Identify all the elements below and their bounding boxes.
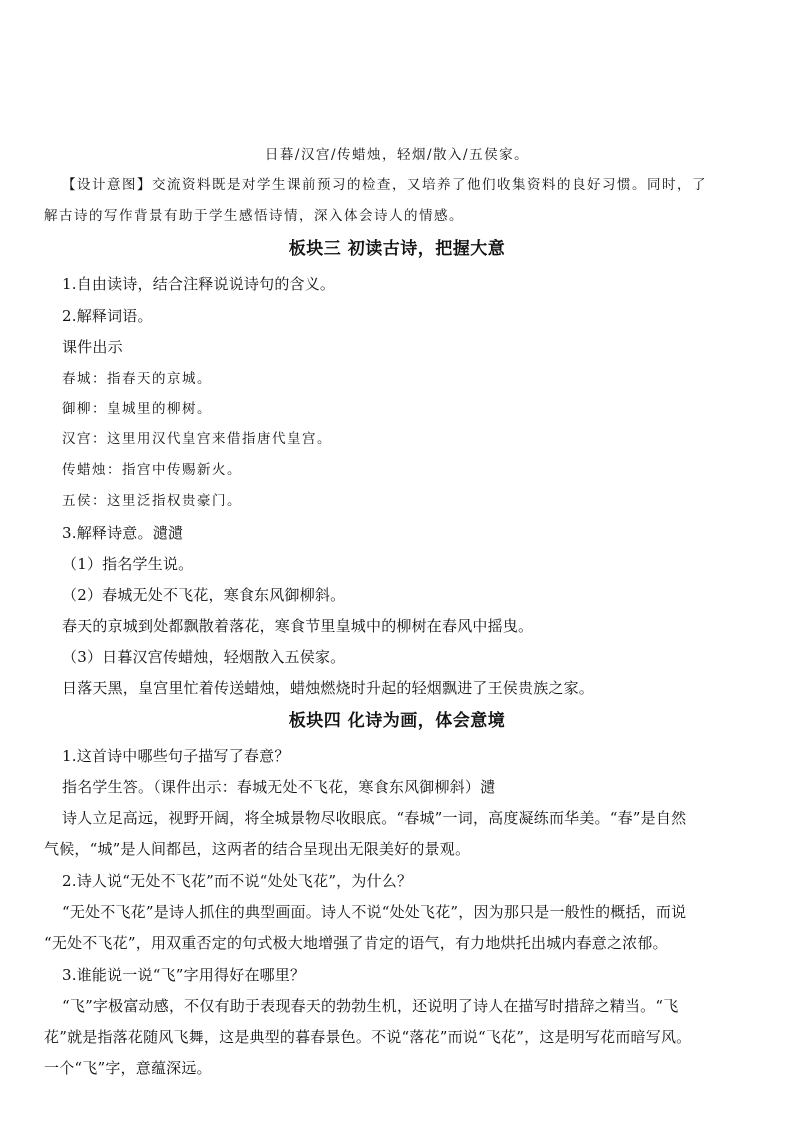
- poem-pause-line: 日暮/汉宫/传蜡烛，轻烟/散入/五侯家。: [264, 147, 530, 163]
- answer-1: 指名学生答。（课件出示：春城无处不飞花，寒食东风御柳斜）瀢: [62, 778, 496, 796]
- interpretation-2: 日落天黑，皇宫里忙着传送蜡烛，蜡烛燃烧时升起的轻烟飘进了王侯贵族之家。: [62, 679, 595, 697]
- glossary-yuliu: 御柳：皇城里的柳树。: [62, 401, 212, 417]
- design-intent-line-2: 解古诗的写作背景有助于学生感悟诗情，深入体会诗人的情感。: [44, 208, 464, 224]
- explanation-2-line-1: “无处不飞花”是诗人抓住的典型画面。诗人不说“处处飞花”，因为那只是一般性的概括，而说: [62, 903, 687, 921]
- courseware-label: 课件出示: [62, 338, 123, 356]
- design-intent-line-1: 【设计意图】交流资料既是对学生课前预习的检查，又培养了他们收集资料的良好习惯。同时，了: [62, 177, 707, 193]
- step-3: 3.解释诗意。瀢瀢: [62, 524, 184, 542]
- glossary-chuanlazhu: 传蜡烛：指宫中传赐新火。: [62, 462, 242, 478]
- explanation-1-line-1: 诗人立足高远，视野开阔，将全城景物尽收眼底。“春城”一词，高度凝练而华美。“春”是自然: [62, 809, 687, 827]
- section-heading-4: 板块四 化诗为画，体会意境: [288, 711, 506, 731]
- glossary-wuhou: 五侯：这里泛指权贵豪门。: [62, 493, 242, 509]
- step-2: 2.解释词语。: [62, 307, 153, 325]
- explanation-3-line-1: “飞”字极富动感，不仅有助于表现春天的勃勃生机，还说明了诗人在描写时措辞之精当。“飞: [62, 997, 679, 1015]
- explanation-3-line-2: 花”就是指落花随风飞舞，这是典型的暮春景色。不说“落花”而说“飞花”，这是明写花而暗写风。: [44, 1028, 692, 1046]
- sub-step-2: （2）春城无处不飞花，寒食东风御柳斜。: [62, 586, 346, 604]
- step-1: 1.自由读诗，结合注释说说诗句的含义。: [62, 275, 336, 293]
- question-3: 3.谁能说一说“飞”字用得好在哪里？: [62, 966, 306, 984]
- glossary-chuncheng: 春城：指春天的京城。: [62, 371, 212, 387]
- interpretation-1: 春天的京城到处都飘散着落花，寒食节里皇城中的柳树在春风中摇曳。: [62, 617, 534, 635]
- section-heading-3: 板块三 初读古诗，把握大意: [288, 239, 506, 259]
- question-1: 1.这首诗中哪些句子描写了春意？: [62, 747, 290, 765]
- explanation-2-line-2: “无处不飞花”，用双重否定的句式极大地增强了肯定的语气，有力地烘托出城内春意之浓郁。: [44, 934, 668, 952]
- explanation-3-line-3: 一个“飞”字，意蕴深远。: [44, 1059, 212, 1077]
- explanation-1-line-2: 气候，“城”是人间都邑，这两者的结合呈现出无限美好的景观。: [44, 840, 471, 858]
- question-2: 2.诗人说“无处不飞花”而不说“处处飞花”，为什么？: [62, 872, 413, 890]
- sub-step-1: （1）指名学生说。: [62, 555, 194, 573]
- sub-step-3: （3）日暮汉宫传蜡烛，轻烟散入五侯家。: [62, 648, 346, 666]
- glossary-hangong: 汉宫：这里用汉代皇宫来借指唐代皇宫。: [62, 431, 332, 447]
